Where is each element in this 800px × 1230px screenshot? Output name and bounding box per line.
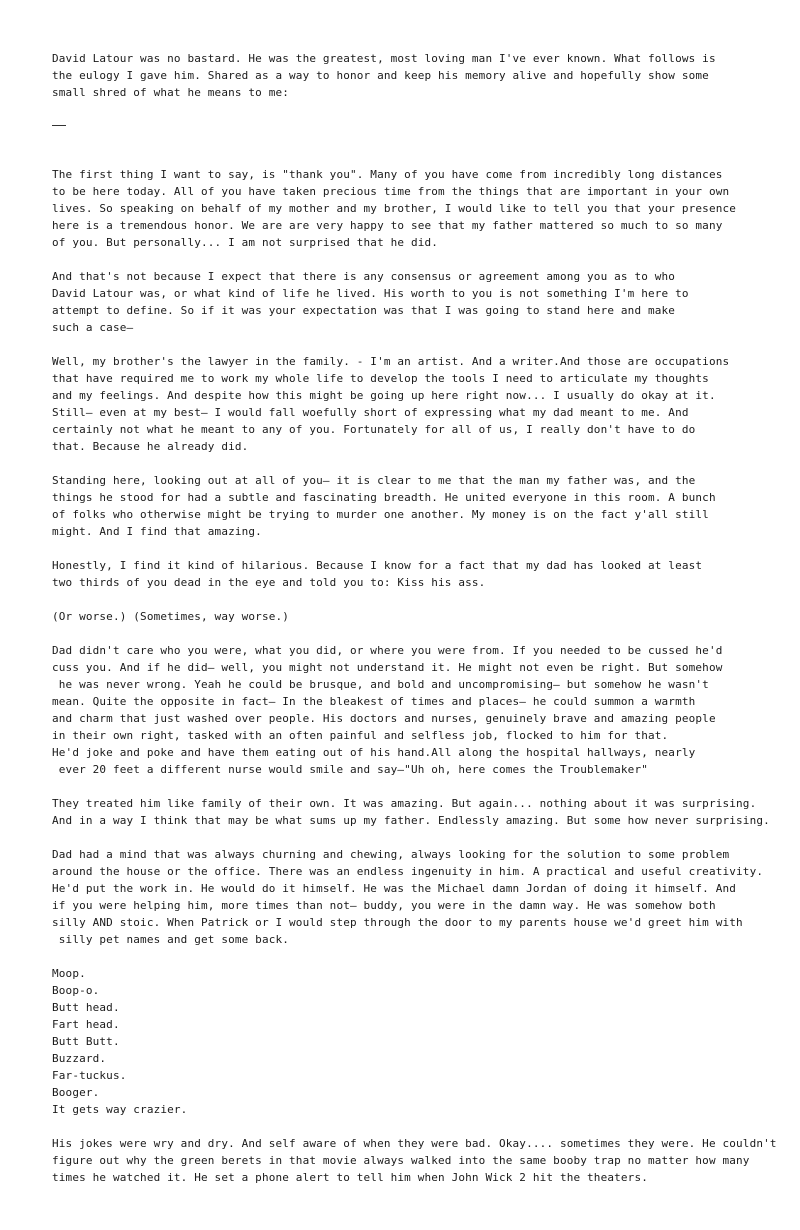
text-line: two thirds of you dead in the eye and told you to: Kiss his ass. — [52, 576, 486, 589]
eulogy-paragraph — [52, 1135, 792, 1186]
text-line: Moop. — [52, 967, 86, 980]
text-line: Dad didn't care who you were, what you did, or where you were from. If you needed to be cussed he'd — [52, 644, 723, 657]
text-line: (Or worse.) (Sometimes, way worse.) — [52, 610, 290, 623]
text-line: small shred of what he means to me: — [52, 86, 290, 99]
text-line: His jokes were wry and dry. And self aware of when they were bad. Okay.... sometimes they were. He couldn't — [52, 1137, 777, 1150]
eulogy-paragraph — [52, 965, 792, 1118]
eulogy-paragraph — [52, 166, 792, 251]
text-line: times he watched it. He set a phone alert to tell him when John Wick 2 hit the theaters. — [52, 1171, 648, 1184]
text-line: the eulogy I gave him. Shared as a way to honor and keep his memory alive and hopefully show some — [52, 69, 709, 82]
text-line: Far-tuckus. — [52, 1069, 127, 1082]
text-line: here is a tremendous honor. We are are very happy to see that my father mattered so much to so many — [52, 219, 723, 232]
text-line: such a case— — [52, 321, 134, 334]
eulogy-paragraph — [52, 353, 792, 455]
text-line: David Latour was no bastard. He was the greatest, most loving man I've ever known. What follows is — [52, 52, 716, 65]
text-line: Honestly, I find it kind of hilarious. Because I know for a fact that my dad has looked at least — [52, 559, 703, 572]
text-line: cuss you. And if he did— well, you might not understand it. He might not even be right. But somehow — [52, 661, 723, 674]
text-line: silly AND stoic. When Patrick or I would step through the door to my parents house we'd greet him with — [52, 916, 743, 929]
text-line: that have required me to work my whole life to develop the tools I need to articulate my thoughts — [52, 372, 709, 385]
text-line: Buzzard. — [52, 1052, 107, 1065]
text-line: if you were helping him, more times than not— buddy, you were in the damn way. He was somehow both — [52, 899, 716, 912]
text-line: around the house or the office. There was an endless ingenuity in him. A practical and useful creativity. — [52, 865, 764, 878]
text-line: Dad had a mind that was always churning and chewing, always looking for the solution to some problem — [52, 848, 730, 861]
text-line: Butt Butt. — [52, 1035, 120, 1048]
text-line: certainly not what he meant to any of you. Fortunately for all of us, I really don't have to do — [52, 423, 696, 436]
text-line: and charm that just washed over people. His doctors and nurses, genuinely brave and amazing people — [52, 712, 716, 725]
text-line: silly pet names and get some back. — [52, 933, 290, 946]
text-line: he was never wrong. Yeah he could be brusque, and bold and uncompromising— but somehow he wasn't — [52, 678, 709, 691]
text-line: The first thing I want to say, is "thank you". Many of you have come from incredibly long distances — [52, 168, 723, 181]
text-line: in their own right, tasked with an often painful and selfless job, flocked to him for that. — [52, 729, 669, 742]
intro-paragraph — [52, 50, 792, 101]
text-line: ever 20 feet a different nurse would smile and say—"Uh oh, here comes the Troublemaker" — [52, 763, 648, 776]
text-line: of folks who otherwise might be trying to murder one another. My money is on the fact y'all still — [52, 508, 709, 521]
text-line: to be here today. All of you have taken precious time from the things that are important in your own — [52, 185, 730, 198]
text-line: lives. So speaking on behalf of my mother and my brother, I would like to tell you that your presence — [52, 202, 737, 215]
text-line: Well, my brother's the lawyer in the family. - I'm an artist. And a writer.And those are occupations — [52, 355, 730, 368]
text-line: David Latour was, or what kind of life he lived. His worth to you is not something I'm here to — [52, 287, 689, 300]
text-line: He'd put the work in. He would do it himself. He was the Michael damn Jordan of doing it himself. And — [52, 882, 737, 895]
text-line: And that's not because I expect that there is any consensus or agreement among you as to who — [52, 270, 676, 283]
eulogy-paragraph — [52, 608, 792, 625]
text-line: might. And I find that amazing. — [52, 525, 262, 538]
eulogy-body — [52, 166, 792, 1186]
eulogy-document — [52, 50, 792, 1203]
section-divider — [52, 125, 66, 126]
text-line: Still— even at my best— I would fall woefully short of expressing what my dad meant to me. And — [52, 406, 689, 419]
text-line: It gets way crazier. — [52, 1103, 188, 1116]
eulogy-paragraph — [52, 268, 792, 336]
text-line: They treated him like family of their own. It was amazing. But again... nothing about it was surprising. — [52, 797, 757, 810]
eulogy-paragraph — [52, 795, 792, 829]
text-line: Boop-o. — [52, 984, 100, 997]
eulogy-paragraph — [52, 846, 792, 948]
eulogy-paragraph — [52, 472, 792, 540]
text-line: attempt to define. So if it was your expectation was that I was going to stand here and make — [52, 304, 676, 317]
text-line: Standing here, looking out at all of you— it is clear to me that the man my father was, and the — [52, 474, 696, 487]
text-line: And in a way I think that may be what sums up my father. Endlessly amazing. But some how never surprising. — [52, 814, 770, 827]
text-line: mean. Quite the opposite in fact— In the bleakest of times and places— he could summon a warmth — [52, 695, 696, 708]
text-line: things he stood for had a subtle and fascinating breadth. He united everyone in this room. A bunch — [52, 491, 716, 504]
text-line: Fart head. — [52, 1018, 120, 1031]
text-line: of you. But personally... I am not surprised that he did. — [52, 236, 439, 249]
eulogy-paragraph — [52, 557, 792, 591]
text-line: Booger. — [52, 1086, 100, 1099]
eulogy-paragraph — [52, 642, 792, 778]
text-line: and my feelings. And despite how this might be going up here right now... I usually do okay at it. — [52, 389, 716, 402]
text-line: He'd joke and poke and have them eating out of his hand.All along the hospital hallways, nearly — [52, 746, 696, 759]
text-line: Butt head. — [52, 1001, 120, 1014]
text-line: that. Because he already did. — [52, 440, 249, 453]
text-line: figure out why the green berets in that movie always walked into the same booby trap no matter how many — [52, 1154, 750, 1167]
